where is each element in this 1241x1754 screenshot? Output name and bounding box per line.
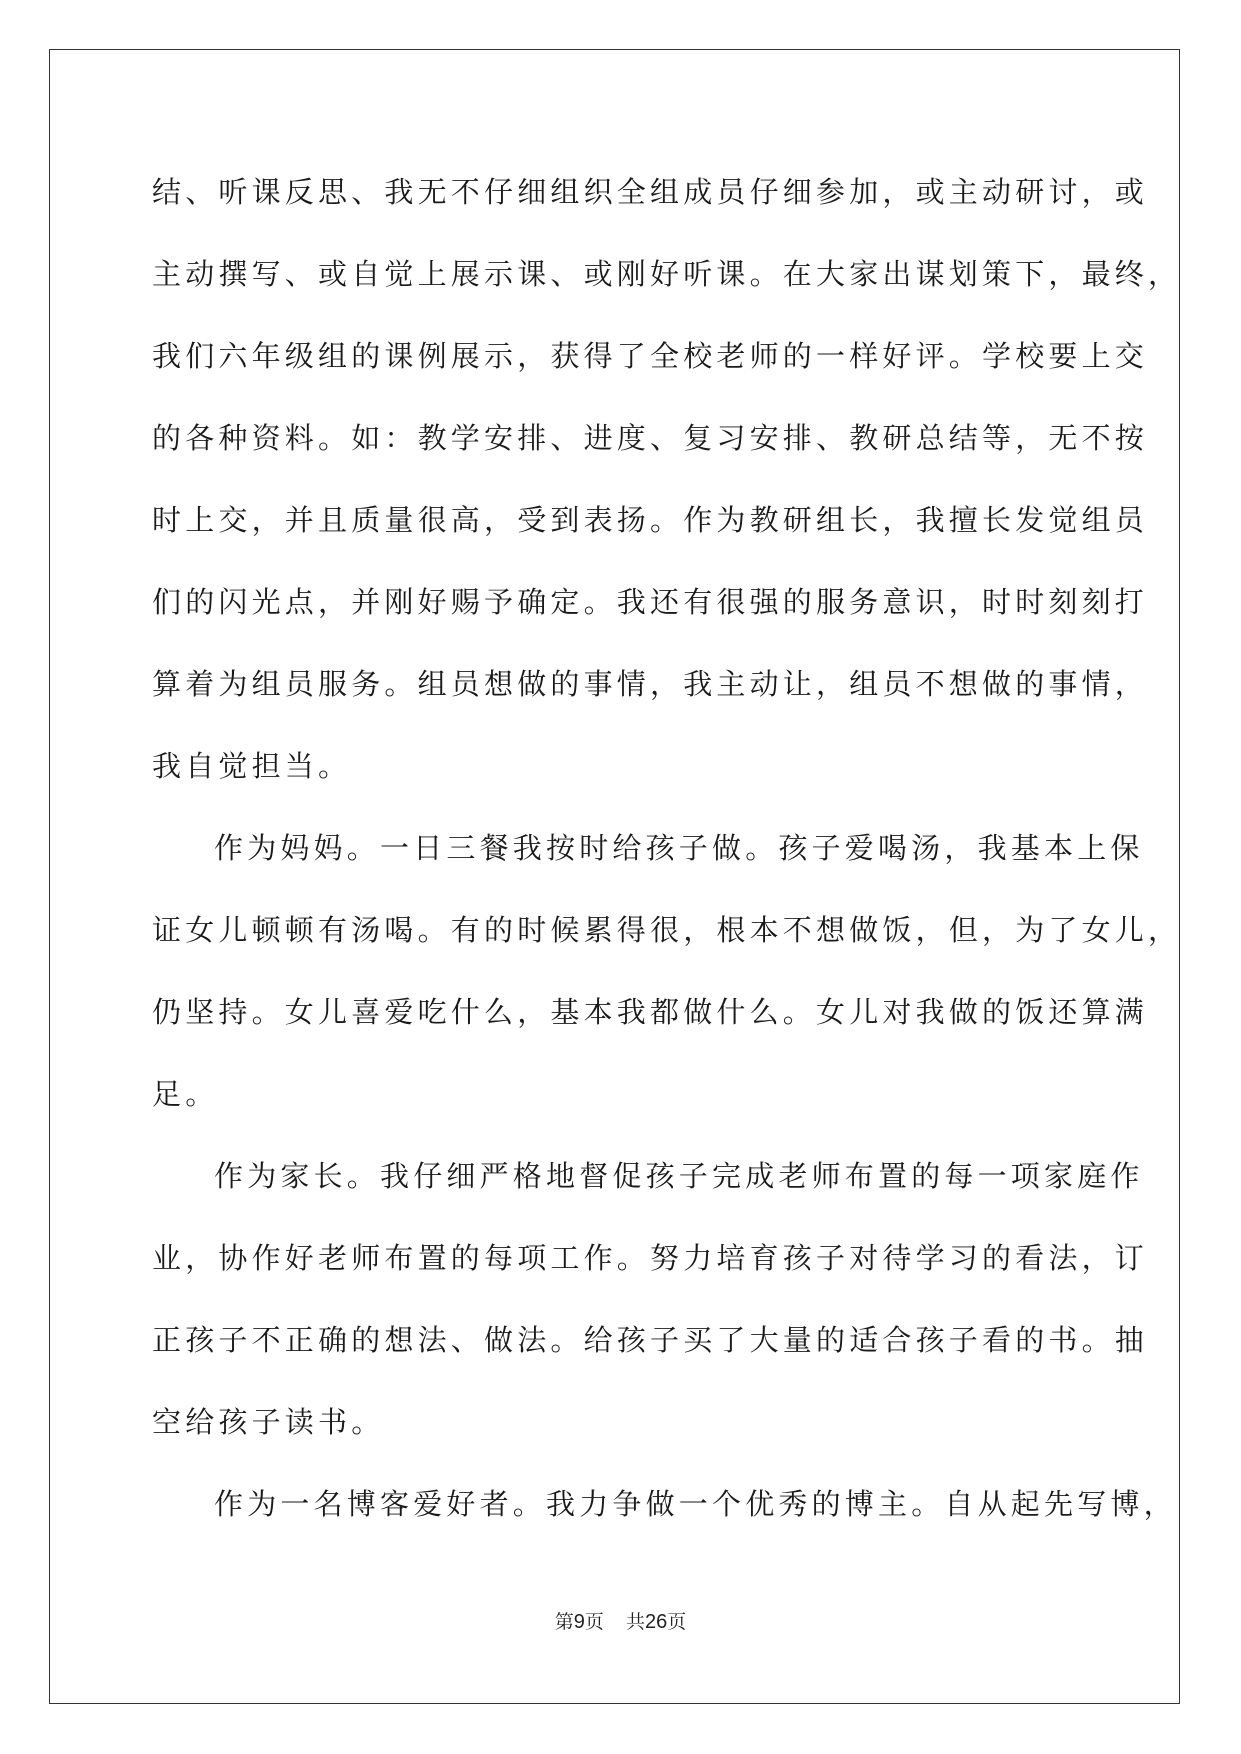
text-line: 结、听课反思、我无不仔细组织全组成员仔细参加，或主动研讨，或: [152, 175, 1149, 209]
text-line: 正孩子不正确的想法、做法。给孩子买了大量的适合孩子看的书。抽: [152, 1323, 1149, 1357]
text-line: 仍坚持。女儿喜爱吃什么，基本我都做什么。女儿对我做的饭还算满: [152, 995, 1149, 1029]
page-border: [49, 49, 1180, 1704]
text-line: 时上交，并且质量很高，受到表扬。作为教研组长，我擅长发觉组员: [152, 503, 1149, 537]
text-line: 作为妈妈。一日三餐我按时给孩子做。孩子爱喝汤，我基本上保: [214, 831, 1144, 865]
text-line: 足。: [152, 1077, 219, 1111]
page-footer: [0, 1610, 1241, 1634]
footer-total-pages: 26: [644, 1611, 668, 1633]
text-line: 业，协作好老师布置的每项工作。努力培育孩子对待学习的看法，订: [152, 1241, 1149, 1275]
footer-page-number: 9: [573, 1611, 585, 1633]
text-line: 我自觉担当。: [152, 749, 352, 783]
text-line: 作为一名博客爱好者。我力争做一个优秀的博主。自从起先写博，: [214, 1487, 1177, 1521]
footer-page-prefix: 第: [554, 1611, 574, 1633]
footer-total-unit: 页: [667, 1611, 687, 1633]
footer-total-prefix: 共: [625, 1611, 645, 1633]
text-line: 作为家长。我仔细严格地督促孩子完成老师布置的每一项家庭作: [214, 1159, 1144, 1193]
text-line: 们的闪光点，并刚好赐予确定。我还有很强的服务意识，时时刻刻打: [152, 585, 1149, 619]
text-line: 的各种资料。如：教学安排、进度、复习安排、教研总结等，无不按: [152, 421, 1149, 455]
text-line: 证女儿顿顿有汤喝。有的时候累得很，根本不想做饭，但，为了女儿，: [152, 913, 1182, 947]
text-line: 算着为组员服务。组员想做的事情，我主动让，组员不想做的事情，: [152, 667, 1149, 701]
footer-page-unit: 页: [584, 1611, 604, 1633]
text-line: 我们六年级组的课例展示，获得了全校老师的一样好评。学校要上交: [152, 339, 1149, 373]
text-line: 主动撰写、或自觉上展示课、或刚好听课。在大家出谋划策下，最终，: [152, 257, 1182, 291]
text-line: 空给孩子读书。: [152, 1405, 385, 1439]
